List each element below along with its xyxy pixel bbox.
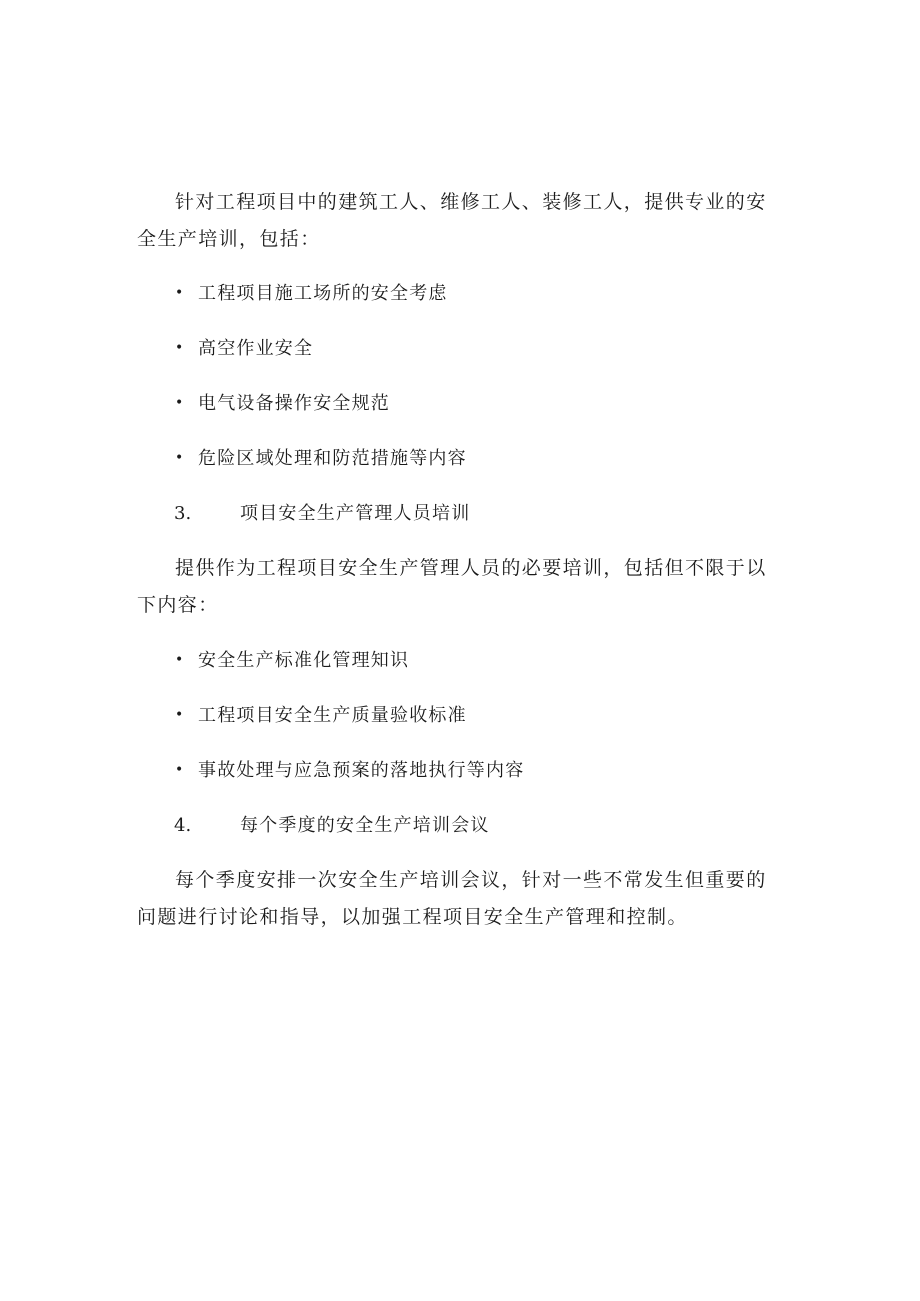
document-content (137, 184, 767, 936)
list-item-text: 危险区域处理和防范措施等内容 (198, 448, 467, 469)
manager-training-list (137, 642, 767, 789)
list-item (137, 642, 767, 679)
section-3-paragraph: 提供作为工程项目安全生产管理人员的必要培训，包括但不限于以下内容： (137, 557, 767, 616)
bullet-icon: • (175, 395, 185, 411)
section-title: 每个季度的安全生产培训会议 (240, 815, 490, 836)
list-item-text: 电气设备操作安全规范 (198, 393, 390, 414)
list-item (137, 385, 767, 422)
list-item (137, 330, 767, 367)
bullet-icon: • (175, 707, 185, 723)
list-item-text: 高空作业安全 (198, 338, 314, 359)
bullet-icon: • (175, 285, 185, 301)
bullet-icon: • (175, 652, 185, 668)
bullet-icon: • (175, 762, 185, 778)
list-item (137, 440, 767, 477)
worker-training-list (137, 275, 767, 477)
section-title: 项目安全生产管理人员培训 (240, 503, 471, 524)
list-item-text: 事故处理与应急预案的落地执行等内容 (198, 760, 525, 781)
section-number: 3. (174, 503, 192, 524)
section-3-heading (137, 495, 767, 532)
list-item (137, 697, 767, 734)
list-item (137, 275, 767, 312)
list-item-text: 工程项目安全生产质量验收标准 (198, 705, 467, 726)
list-item (137, 752, 767, 789)
intro-paragraph: 针对工程项目中的建筑工人、维修工人、装修工人，提供专业的安全生产培训，包括： (137, 191, 767, 250)
section-number: 4. (174, 815, 192, 836)
bullet-icon: • (175, 340, 185, 356)
bullet-icon: • (175, 450, 185, 466)
list-item-text: 安全生产标准化管理知识 (198, 650, 410, 671)
section-4-heading (137, 807, 767, 844)
list-item-text: 工程项目施工场所的安全考虑 (198, 283, 448, 304)
section-4-paragraph: 每个季度安排一次安全生产培训会议，针对一些不常发生但重要的问题进行讨论和指导，以加强工程项目安全生产管理和控制。 (137, 869, 767, 928)
